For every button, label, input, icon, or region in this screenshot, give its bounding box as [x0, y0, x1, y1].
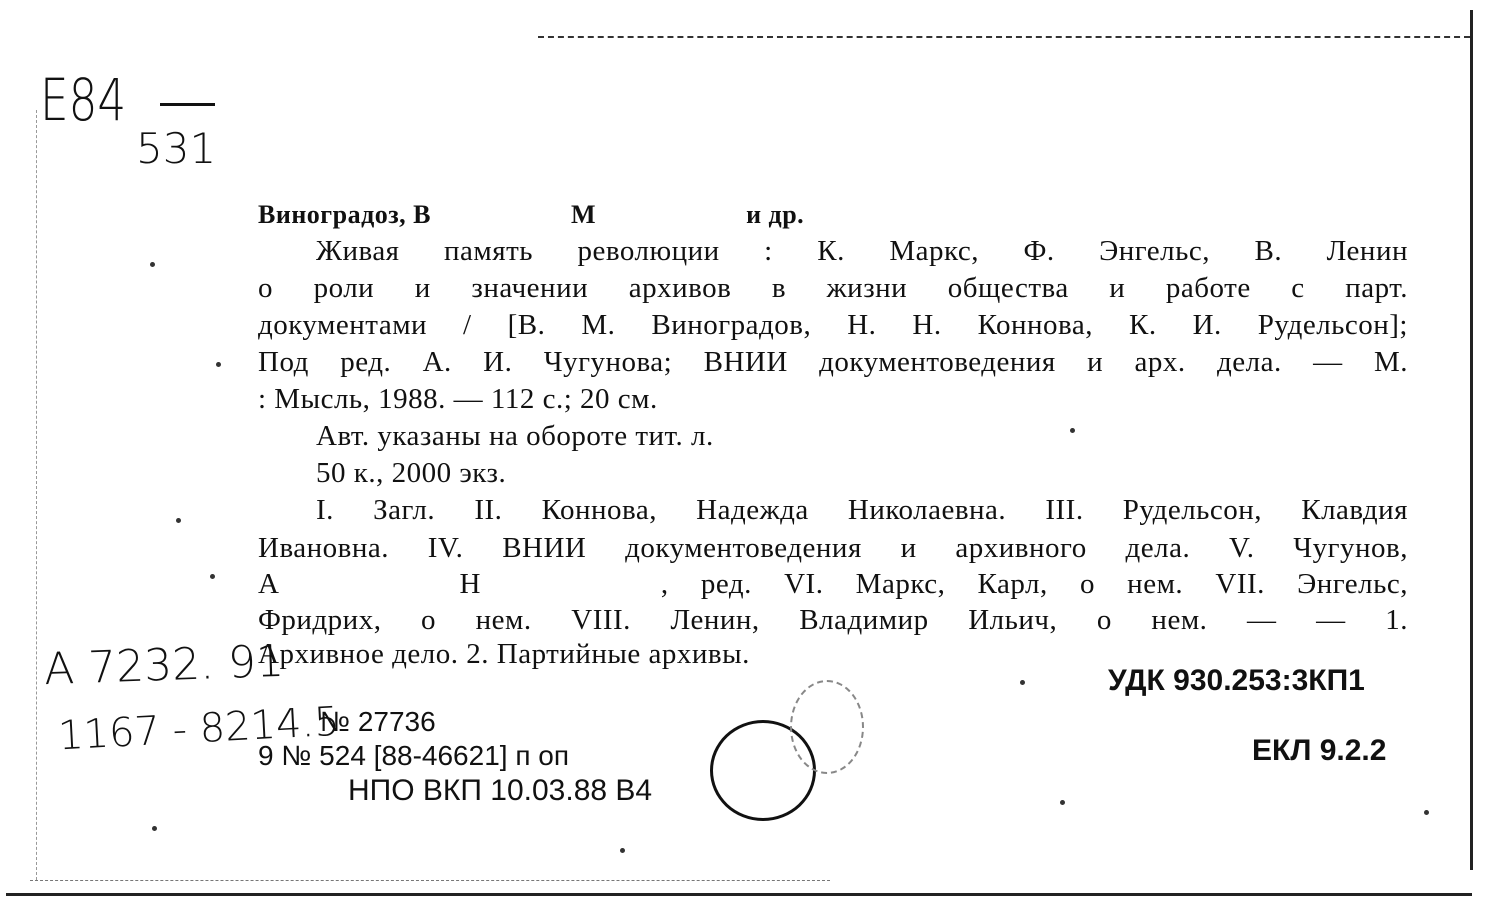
ekl-code: ЕКЛ 9.2.2 — [1252, 734, 1387, 767]
speck — [216, 362, 221, 367]
card-border-left — [36, 110, 37, 880]
note-line: Авт. указаны на обороте тит. л. — [316, 420, 714, 452]
handwritten-inventory: А 7232. 91 — [43, 635, 285, 696]
author-surname: Виноградоз, В — [258, 200, 432, 229]
tracing-initial-a: А — [258, 568, 280, 600]
speck — [1020, 680, 1025, 685]
order-number: 9 № 524 [88-46621] п оп — [258, 740, 570, 771]
shelf-mark-number: 531 — [136, 124, 217, 173]
card-border-bottom — [6, 893, 1472, 896]
speck — [152, 826, 157, 831]
shelf-mark-divider — [160, 103, 215, 106]
title-line: Живая память революции : К. Маркс, Ф. Энгельс, В. Ленин — [316, 235, 1408, 267]
udk-code: УДК 930.253:3КП1 — [1108, 664, 1365, 697]
tracing-initial-b: Н — [459, 568, 481, 600]
speck — [1060, 800, 1065, 805]
entry-line: Под ред. А. И. Чугунова; ВНИИ документоведения и арх. дела. — М. — [258, 346, 1408, 378]
author-tail: и др. — [746, 200, 805, 229]
subject-line: Архивное дело. 2. Партийные архивы. — [258, 638, 750, 670]
shelf-mark: Е84 — [40, 66, 127, 134]
speck — [620, 848, 625, 853]
entry-line: документами / [В. М. Виноградов, Н. Н. Коннова, К. И. Рудельсон]; — [258, 309, 1408, 341]
speck — [176, 518, 181, 523]
speck — [150, 262, 155, 267]
stamp-ghost — [790, 680, 864, 774]
author-heading — [258, 200, 1408, 230]
card-border-right — [1470, 10, 1473, 870]
speck — [1424, 810, 1429, 815]
handwritten-inventory-2: 1167 - 8214.5 — [56, 698, 341, 760]
price-line: 50 к., 2000 экз. — [316, 457, 507, 489]
tracing-line: Фридрих, о нем. VIII. Ленин, Владимир Ильич, о нем. — — 1. — [258, 604, 1408, 636]
card-border-top — [538, 36, 1470, 38]
author-initial: М — [571, 200, 597, 229]
speck — [1070, 428, 1075, 433]
tracing-line: Ивановна. IV. ВНИИ документоведения и архивного дела. V. Чугунов, — [258, 532, 1408, 564]
entry-line: о роли и значении архивов в жизни общества и работе с парт. — [258, 272, 1408, 304]
card-border-bottom-faint — [30, 880, 830, 881]
tracing-line — [258, 568, 1408, 601]
tracing-line: I. Загл. II. Коннова, Надежда Николаевна. III. Рудельсон, Клавдия — [316, 494, 1408, 526]
card-number: № 27736 — [320, 706, 436, 737]
speck — [210, 574, 215, 579]
publisher-imprint: НПО ВКП 10.03.88 В4 — [348, 774, 653, 807]
entry-line: : Мысль, 1988. — 112 с.; 20 см. — [258, 383, 658, 415]
tracing-rest: , ред. VI. Маркс, Карл, о нем. VII. Энгельс, — [660, 568, 1408, 600]
